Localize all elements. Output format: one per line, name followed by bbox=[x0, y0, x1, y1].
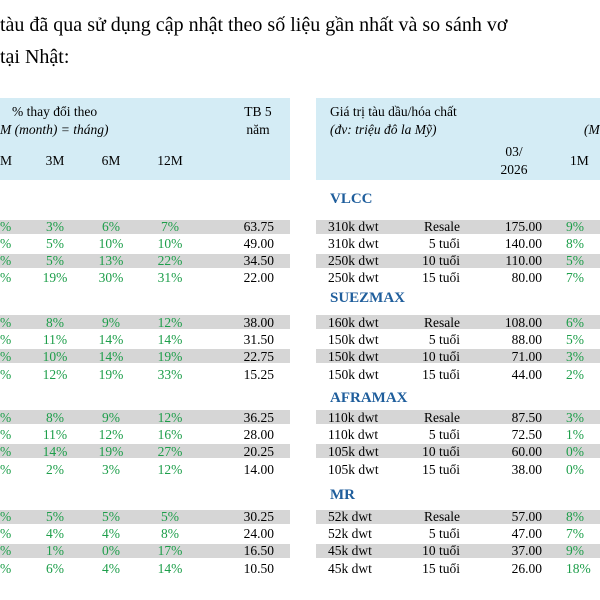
cell-12m-pct: 14% bbox=[157, 332, 183, 347]
cell-vessel-size: 150k dwt bbox=[328, 349, 379, 364]
cell-5yr-avg: 22.75 bbox=[243, 349, 274, 364]
col-header-12m: 12M bbox=[157, 153, 183, 168]
cell-right-1m-pct: 0% bbox=[566, 462, 584, 477]
cell-6m-pct: 12% bbox=[98, 427, 124, 442]
cell-3m-pct: 5% bbox=[46, 253, 64, 268]
right-header-subtitle: (đv: triệu đô la Mỹ) bbox=[330, 122, 437, 137]
cell-1m-pct: % bbox=[0, 219, 12, 234]
cell-vessel-age: Resale bbox=[424, 410, 460, 425]
col-header-1m-left: M bbox=[0, 153, 13, 168]
cell-12m-pct: 14% bbox=[157, 561, 183, 576]
cell-1m-pct: % bbox=[0, 509, 12, 524]
cell-6m-pct: 13% bbox=[98, 253, 124, 268]
cell-12m-pct: 5% bbox=[161, 509, 179, 524]
cell-6m-pct: 30% bbox=[98, 270, 124, 285]
left-header-title: % thay đổi theo bbox=[12, 104, 98, 119]
cell-3m-pct: 8% bbox=[46, 410, 64, 425]
cell-price: 87.50 bbox=[511, 410, 542, 425]
cell-6m-pct: 4% bbox=[102, 526, 120, 541]
cell-vessel-age: 10 tuổi bbox=[422, 444, 460, 459]
cell-vessel-size: 110k dwt bbox=[328, 410, 379, 425]
cell-6m-pct: 3% bbox=[102, 462, 120, 477]
cell-3m-pct: 5% bbox=[46, 509, 64, 524]
cell-6m-pct: 14% bbox=[98, 349, 124, 364]
cell-5yr-avg: 36.25 bbox=[243, 410, 274, 425]
cell-vessel-size: 150k dwt bbox=[328, 332, 379, 347]
cell-right-1m-pct: 6% bbox=[566, 315, 584, 330]
cell-vessel-age: 10 tuổi bbox=[422, 349, 460, 364]
cell-1m-pct: % bbox=[0, 526, 12, 541]
cell-3m-pct: 11% bbox=[42, 332, 68, 347]
cell-1m-pct: % bbox=[0, 315, 12, 330]
cell-1m-pct: % bbox=[0, 332, 12, 347]
cell-3m-pct: 4% bbox=[46, 526, 64, 541]
cell-5yr-avg: 31.50 bbox=[243, 332, 274, 347]
cell-price: 175.00 bbox=[504, 219, 542, 234]
cell-5yr-avg: 24.00 bbox=[243, 526, 274, 541]
cell-1m-pct: % bbox=[0, 349, 12, 364]
intro-line-2: tại Nhật: bbox=[0, 46, 70, 68]
cell-vessel-size: 150k dwt bbox=[328, 367, 379, 382]
cell-3m-pct: 12% bbox=[42, 367, 68, 382]
cell-price: 110.00 bbox=[505, 253, 542, 268]
cell-vessel-age: Resale bbox=[424, 315, 460, 330]
cell-6m-pct: 5% bbox=[102, 509, 120, 524]
table-row bbox=[0, 508, 600, 526]
section-title-mr: MR bbox=[330, 487, 355, 503]
section-title-suezmax: SUEZMAX bbox=[330, 290, 406, 306]
cell-price: 57.00 bbox=[511, 509, 542, 524]
cell-12m-pct: 22% bbox=[157, 253, 183, 268]
cell-6m-pct: 9% bbox=[102, 315, 120, 330]
cell-12m-pct: 17% bbox=[157, 543, 183, 558]
right-header-subtitle-extra: (M bbox=[584, 122, 600, 137]
cell-1m-pct: % bbox=[0, 253, 12, 268]
cell-right-1m-pct: 3% bbox=[566, 349, 584, 364]
intro-line-1: tàu đã qua sử dụng cập nhật theo số liệu gần nhất và so sánh vơ bbox=[0, 14, 508, 36]
cell-price: 108.00 bbox=[504, 315, 542, 330]
table-row bbox=[0, 366, 600, 384]
cell-12m-pct: 10% bbox=[157, 236, 183, 251]
table-row bbox=[0, 331, 600, 349]
cell-12m-pct: 31% bbox=[157, 270, 183, 285]
cell-5yr-avg: 20.25 bbox=[243, 444, 274, 459]
cell-price: 26.00 bbox=[511, 561, 542, 576]
table-row bbox=[0, 525, 600, 543]
cell-vessel-size: 52k dwt bbox=[328, 526, 372, 541]
cell-price: 80.00 bbox=[511, 270, 542, 285]
cell-3m-pct: 5% bbox=[46, 236, 64, 251]
cell-vessel-size: 45k dwt bbox=[328, 561, 372, 576]
section-title-vlcc: VLCC bbox=[330, 191, 373, 207]
cell-vessel-age: 5 tuổi bbox=[428, 427, 460, 442]
cell-right-1m-pct: 5% bbox=[566, 332, 584, 347]
cell-3m-pct: 8% bbox=[46, 315, 64, 330]
cell-vessel-age: 15 tuổi bbox=[422, 561, 460, 576]
cell-6m-pct: 14% bbox=[98, 332, 124, 347]
col-header-date-1: 03/ bbox=[505, 144, 523, 159]
cell-vessel-age: 5 tuổi bbox=[428, 236, 460, 251]
cell-right-1m-pct: 3% bbox=[566, 410, 584, 425]
cell-6m-pct: 10% bbox=[98, 236, 124, 251]
cell-6m-pct: 9% bbox=[102, 410, 120, 425]
cell-vessel-age: Resale bbox=[424, 219, 460, 234]
cell-vessel-age: 5 tuổi bbox=[428, 332, 460, 347]
cell-right-1m-pct: 2% bbox=[566, 367, 584, 382]
cell-right-1m-pct: 9% bbox=[566, 543, 584, 558]
cell-vessel-age: 5 tuổi bbox=[428, 526, 460, 541]
cell-12m-pct: 16% bbox=[157, 427, 183, 442]
cell-price: 140.00 bbox=[504, 236, 542, 251]
table-row bbox=[0, 218, 600, 236]
col-header-3m: 3M bbox=[45, 153, 65, 168]
cell-12m-pct: 12% bbox=[157, 315, 183, 330]
cell-3m-pct: 6% bbox=[46, 561, 64, 576]
cell-vessel-age: 15 tuổi bbox=[422, 367, 460, 382]
cell-1m-pct: % bbox=[0, 427, 12, 442]
cell-vessel-size: 310k dwt bbox=[328, 219, 379, 234]
cell-vessel-age: Resale bbox=[424, 509, 460, 524]
cell-1m-pct: % bbox=[0, 270, 12, 285]
cell-12m-pct: 33% bbox=[157, 367, 183, 382]
cell-vessel-size: 105k dwt bbox=[328, 444, 379, 459]
left-header-subtitle: M (month) = tháng) bbox=[0, 122, 109, 137]
cell-12m-pct: 7% bbox=[161, 219, 179, 234]
cell-1m-pct: % bbox=[0, 236, 12, 251]
col-header-avg-1: TB 5 bbox=[244, 104, 272, 119]
cell-right-1m-pct: 0% bbox=[566, 444, 584, 459]
cell-3m-pct: 3% bbox=[46, 219, 64, 234]
cell-price: 88.00 bbox=[511, 332, 542, 347]
cell-3m-pct: 14% bbox=[42, 444, 68, 459]
right-header-title: Giá trị tàu dầu/hóa chất bbox=[330, 104, 457, 119]
cell-price: 37.00 bbox=[511, 543, 542, 558]
table-row bbox=[0, 314, 600, 332]
cell-5yr-avg: 16.50 bbox=[243, 543, 274, 558]
table-row bbox=[0, 461, 600, 479]
cell-vessel-size: 310k dwt bbox=[328, 236, 379, 251]
cell-1m-pct: % bbox=[0, 561, 12, 576]
cell-1m-pct: % bbox=[0, 462, 12, 477]
cell-5yr-avg: 22.00 bbox=[243, 270, 274, 285]
cell-5yr-avg: 49.00 bbox=[243, 236, 274, 251]
cell-6m-pct: 4% bbox=[102, 561, 120, 576]
cell-price: 38.00 bbox=[511, 462, 542, 477]
cell-12m-pct: 12% bbox=[157, 462, 183, 477]
cell-right-1m-pct: 7% bbox=[566, 270, 584, 285]
cell-right-1m-pct: 8% bbox=[566, 236, 584, 251]
table-row bbox=[0, 409, 600, 427]
col-header-6m: 6M bbox=[101, 153, 121, 168]
cell-12m-pct: 19% bbox=[157, 349, 183, 364]
col-header-avg-2: năm bbox=[246, 122, 270, 137]
cell-vessel-age: 15 tuổi bbox=[422, 270, 460, 285]
cell-3m-pct: 2% bbox=[46, 462, 64, 477]
cell-vessel-size: 250k dwt bbox=[328, 270, 379, 285]
cell-5yr-avg: 30.25 bbox=[243, 509, 274, 524]
cell-vessel-size: 110k dwt bbox=[328, 427, 379, 442]
cell-right-1m-pct: 8% bbox=[566, 509, 584, 524]
cell-12m-pct: 27% bbox=[157, 444, 183, 459]
cell-right-1m-pct: 18% bbox=[566, 561, 591, 576]
cell-vessel-size: 105k dwt bbox=[328, 462, 379, 477]
table-row bbox=[0, 348, 600, 366]
cell-3m-pct: 19% bbox=[42, 270, 68, 285]
cell-5yr-avg: 28.00 bbox=[243, 427, 274, 442]
cell-vessel-size: 250k dwt bbox=[328, 253, 379, 268]
cell-12m-pct: 8% bbox=[161, 526, 179, 541]
cell-vessel-size: 52k dwt bbox=[328, 509, 372, 524]
cell-right-1m-pct: 9% bbox=[566, 219, 584, 234]
cell-3m-pct: 1% bbox=[46, 543, 64, 558]
cell-price: 72.50 bbox=[511, 427, 542, 442]
table-row bbox=[0, 269, 600, 287]
cell-5yr-avg: 38.00 bbox=[243, 315, 274, 330]
cell-right-1m-pct: 5% bbox=[566, 253, 584, 268]
cell-vessel-age: 10 tuổi bbox=[422, 253, 460, 268]
cell-price: 44.00 bbox=[511, 367, 542, 382]
cell-price: 47.00 bbox=[511, 526, 542, 541]
cell-5yr-avg: 63.75 bbox=[243, 219, 274, 234]
cell-1m-pct: % bbox=[0, 543, 12, 558]
table-row bbox=[0, 542, 600, 560]
cell-6m-pct: 0% bbox=[102, 543, 120, 558]
table-row bbox=[0, 560, 600, 578]
cell-3m-pct: 10% bbox=[42, 349, 68, 364]
cell-5yr-avg: 14.00 bbox=[243, 462, 274, 477]
col-header-date-2: 2026 bbox=[500, 162, 528, 177]
cell-5yr-avg: 34.50 bbox=[243, 253, 274, 268]
cell-5yr-avg: 10.50 bbox=[243, 561, 274, 576]
cell-vessel-age: 15 tuổi bbox=[422, 462, 460, 477]
table-row bbox=[0, 235, 600, 253]
cell-price: 71.00 bbox=[511, 349, 542, 364]
cell-6m-pct: 6% bbox=[102, 219, 120, 234]
table-row bbox=[0, 443, 600, 461]
cell-vessel-age: 10 tuổi bbox=[422, 543, 460, 558]
cell-3m-pct: 11% bbox=[42, 427, 68, 442]
cell-right-1m-pct: 7% bbox=[566, 526, 584, 541]
cell-1m-pct: % bbox=[0, 410, 12, 425]
cell-1m-pct: % bbox=[0, 444, 12, 459]
section-title-aframax: AFRAMAX bbox=[330, 390, 408, 406]
cell-price: 60.00 bbox=[511, 444, 542, 459]
cell-6m-pct: 19% bbox=[98, 444, 124, 459]
cell-6m-pct: 19% bbox=[98, 367, 124, 382]
cell-5yr-avg: 15.25 bbox=[243, 367, 274, 382]
cell-vessel-size: 160k dwt bbox=[328, 315, 379, 330]
table-row bbox=[0, 252, 600, 270]
col-header-1m-right: 1M bbox=[570, 153, 589, 168]
cell-12m-pct: 12% bbox=[157, 410, 183, 425]
cell-right-1m-pct: 1% bbox=[566, 427, 584, 442]
table-row bbox=[0, 426, 600, 444]
cell-1m-pct: % bbox=[0, 367, 12, 382]
cell-vessel-size: 45k dwt bbox=[328, 543, 372, 558]
